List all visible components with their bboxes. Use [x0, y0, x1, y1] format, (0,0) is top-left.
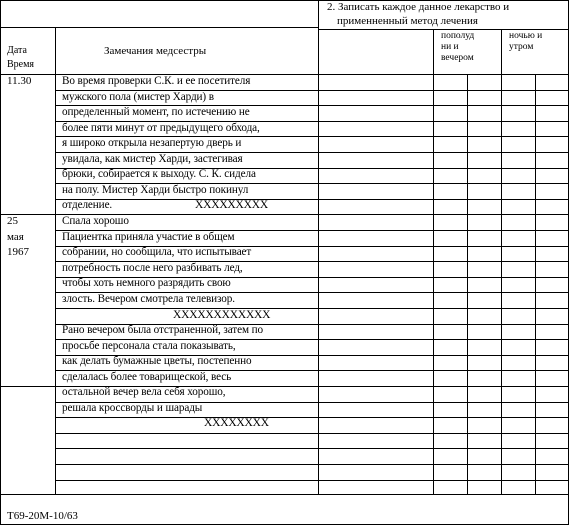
afternoon-column-label-3: вечером [441, 53, 474, 63]
entry-1-line-2: мужского пола (мистер Харди) в [62, 91, 214, 103]
entry-2-line-5: чтобы хоть немного разрядить свою [62, 277, 231, 289]
form-border-left [0, 0, 1, 525]
ruled-row-25 [55, 464, 569, 465]
entry-3-signature: XXXXXXXX [204, 417, 269, 429]
medication-column-divider-4 [535, 74, 536, 495]
night-column-divider [501, 29, 502, 75]
ruled-row-22 [55, 417, 569, 418]
entry-2-line-2: Пациентка приняла участие в общем [62, 231, 235, 243]
entry-1-line-8: на полу. Мистер Харди быстро покинул [62, 184, 249, 196]
entry-1-line-3: определенный момент, по истечению не [62, 106, 250, 118]
entry-3-line-5: остальной вечер вела себя хорошо, [62, 386, 226, 398]
grid-bottom-divider [0, 494, 569, 495]
ruled-row-8 [55, 199, 569, 200]
entry-3-line-1: Рано вечером была отстраненной, затем по [62, 324, 263, 336]
entry-1-signature: XXXXXXXXX [195, 199, 268, 211]
header-top-divider [0, 27, 319, 28]
entry-2-line-4: потребность после него разбивать лед, [62, 262, 243, 274]
ruled-row-23 [55, 433, 569, 434]
entry-1-line-1: Во время проверки С.К. и ее посетителя [62, 75, 251, 87]
instruction-line-2: применненный метод лечения [337, 15, 478, 27]
instruction-line-1: 2. Записать каждое данное лекарство и [327, 1, 510, 13]
entry-3-line-3: как делать бумажные цветы, постепенно [62, 355, 252, 367]
notes-medication-divider [318, 0, 319, 495]
entry-1-date: 11.30 [7, 75, 32, 87]
entry-3-line-4: сделалась более товарищеской, весь [62, 371, 232, 383]
notes-column-label: Замечания медсестры [104, 45, 207, 57]
ruled-row-15 [55, 308, 569, 309]
time-column-label: Время [7, 59, 35, 70]
afternoon-column-label-2: ни и [441, 42, 459, 52]
medication-column-divider-3 [501, 74, 502, 495]
entry-2-date-year: 1967 [7, 246, 29, 258]
entry-1-line-4: более пяти минут от предыдущего обхода, [62, 122, 260, 134]
medication-column-divider-2 [467, 74, 468, 495]
form-code: T69-20M-10/63 [7, 510, 78, 522]
entry-2-date-day: 25 [7, 215, 18, 227]
entry-1-line-9: отделение. [62, 199, 113, 211]
night-column-label-2: утром [509, 42, 534, 52]
entry-2-date-month: мая [7, 231, 24, 243]
ruled-row-26 [55, 480, 569, 481]
instruction-divider [318, 29, 569, 30]
entry-1-line-5: я широко открыла незапертую дверь и [62, 137, 242, 149]
date-column-label: Дата [7, 45, 27, 56]
entry-3-line-2: просьбе персонала стала показывать, [62, 340, 236, 352]
entry-2-line-6: злость. Вечером смотрела телевизор. [62, 293, 235, 305]
medication-column-divider-1 [433, 74, 434, 495]
entry-2-line-3: собрании, но сообщила, что испытывает [62, 246, 252, 258]
ruled-row-24 [55, 448, 569, 449]
afternoon-column-label-1: пополуд [441, 31, 475, 41]
entry-1-line-6: увидала, как мистер Харди, застегивая [62, 153, 243, 165]
afternoon-column-divider [433, 29, 434, 75]
entry-2-line-1: Спала хорошо [62, 215, 129, 227]
entry-1-line-7: брюки, собирается к выходу. С. К. сидела [62, 168, 256, 180]
entry-2-signature: XXXXXXXXXXXX [173, 309, 271, 321]
night-column-label-1: ночью и [509, 31, 543, 41]
entry-3-line-6: решала кроссворды и шарады [62, 402, 203, 414]
